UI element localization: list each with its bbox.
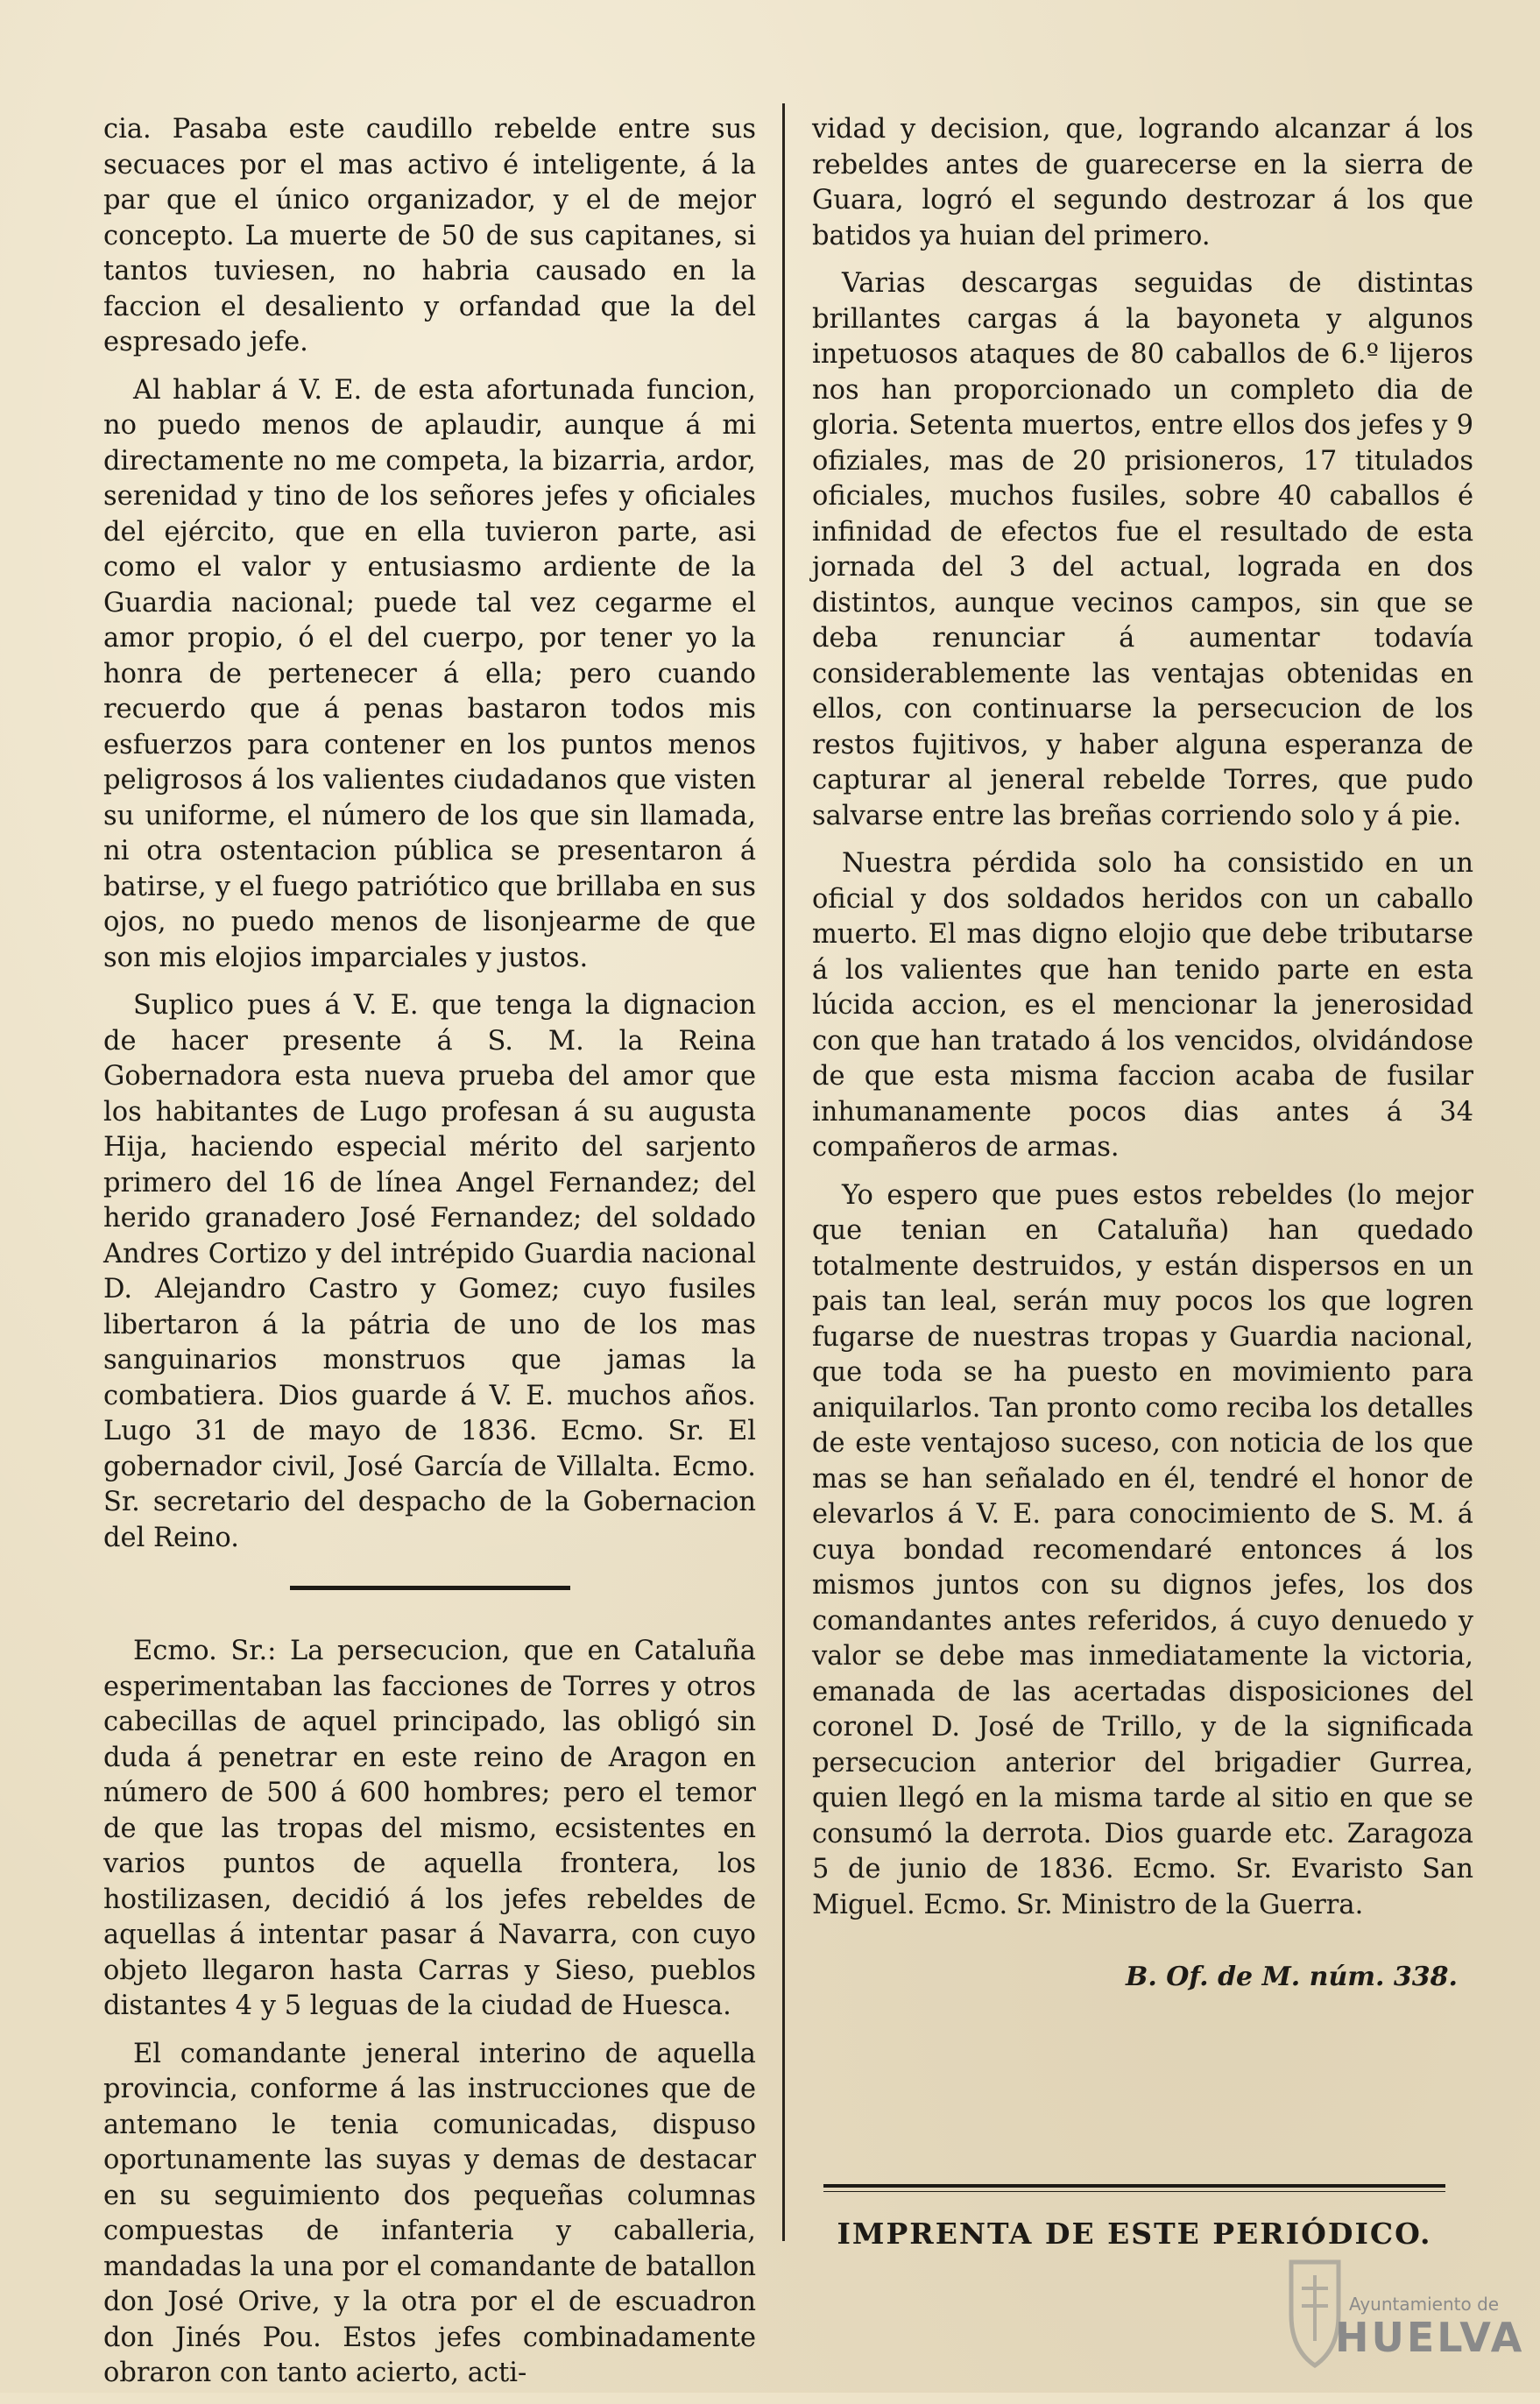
- source-signature: B. Of. de M. núm. 338.: [1125, 1962, 1458, 1992]
- paragraph: Nuestra pérdida solo ha consistido en un oficial y dos soldados heridos con un caballo muerto. El mas digno elojio que debe tributarse á los valientes que han tenido parte en esta lúcida accion, es el mencionar la jenerosidad con que han tratado á los vencidos, olvidándose de que esta misma faccion acaba de fusilar inhumanamente pocos dias antes á 34 compañeros de armas.: [812, 848, 1473, 1163]
- right-column: [812, 112, 1473, 1992]
- watermark-line-1: Ayuntamiento de: [1349, 2294, 1500, 2315]
- watermark-line-2: HUELVA: [1335, 2314, 1525, 2361]
- left-column: [103, 112, 756, 2404]
- imprint-line: IMPRENTA DE ESTE PERIÓDICO.: [837, 2217, 1432, 2251]
- paragraph: El comandante jeneral interino de aquella provincia, conforme á las instrucciones que de antemano le tenia comunicadas, dispuso oportunamente las suyas y demas de destacar en su seguimiento dos pequeñas columnas compuestas de infanteria y caballeria, mandadas la una por el comandante de batallon don José Orive, y la otra por el de escuadron don Jinés Pou. Estos jefes combinadamente obraron con tanto acierto, acti-: [103, 2038, 756, 2388]
- paragraph: Al hablar á V. E. de esta afortunada funcion, no puedo menos de aplaudir, aunque á mi directamente no me competa, la bizarria, ardor, serenidad y tino de los señores jefes y oficiales del ejército, que en ella tuvieron parte, asi como el valor y entusiasmo ardiente de la Guardia nacional; puede tal vez cegarme el amor propio, ó el del cuerpo, por tener yo la honra de pertenecer á ella; pero cuando recuerdo que á penas bastaron todos mis esfuerzos para contener en los puntos menos peligrosos á los valientes ciudadanos que visten su uniforme, el número de los que sin llamada, ni otra ostentacion pública se presentaron á batirse, y el fuego patriótico que brillaba en sus ojos, no puedo menos de lisonjearme de que son mis elojios imparciales y justos.: [103, 374, 756, 973]
- paragraph: Suplico pues á V. E. que tenga la dignacion de hacer presente á S. M. la Reina Gobernadora esta nueva prueba del amor que los habitantes de Lugo profesan á su augusta Hija, haciendo especial mérito del sarjento primero del 16 de línea Angel Fernandez; del herido granadero José Fernandez; del soldado Andres Cortizo y del intrépido Guardia nacional D. Alejandro Castro y Gomez; cuyo fusiles libertaron á la pátria de uno de los mas sanguinarios monstruos que jamas la combatiera. Dios guarde á V. E. muchos años. Lugo 31 de mayo de 1836. Ecmo. Sr. El gobernador civil, José García de Villalta. Ecmo. Sr. secretario del despacho de la Gobernacion del Reino.: [103, 990, 756, 1553]
- paragraph: vidad y decision, que, logrando alcanzar á los rebeldes antes de guarecerse en la sierra de Guara, logró el segundo destrozar á los que batidos ya huian del primero.: [812, 114, 1473, 251]
- footer-rule: [823, 2184, 1445, 2188]
- footer-rule-thin: [823, 2191, 1445, 2192]
- paragraph: Varias descargas seguidas de distintas brillantes cargas á la bayoneta y algunos inpetuosos ataques de 80 caballos de 6.º lijeros nos han proporcionado un completo dia de gloria. Setenta muertos, entre ellos dos jefes y 9 ofiziales, mas de 20 prisioneros, 17 titulados oficiales, muchos fusiles, sobre 40 caballos é infinidad de efectos fue el resultado de esta jornada del 3 del actual, lograda en dos distintos, aunque vecinos campos, sin que se deba renunciar á aumentar todavía considerablemente las ventajas obtenidas en ellos, con continuarse la persecucion de los restos fujitivos, y haber alguna esperanza de capturar al jeneral rebelde Torres, que pudo salvarse entre las breñas corriendo solo y á pie.: [812, 268, 1473, 831]
- paragraph: cia. Pasaba este caudillo rebelde entre sus secuaces por el mas activo é inteligente, á la par que el único organizador, y el de mejor concepto. La muerte de 50 de sus capitanes, si tantos tuviesen, no habria causado en la faccion el desaliento y orfandad que la del espresado jefe.: [103, 114, 756, 357]
- paragraph: Ecmo. Sr.: La persecucion, que en Cataluña esperimentaban las facciones de Torres y otros cabecillas de aquel principado, las obligó sin duda á penetrar en este reino de Aragon en número de 500 á 600 hombres; pero el temor de que las tropas del mismo, ecsistentes en varios puntos de aquella frontera, los hostilizasen, decidió á los jefes rebeldes de aquellas á intentar pasar á Navarra, con cuyo objeto llegaron hasta Carras y Sieso, pueblos distantes 4 y 5 leguas de la ciudad de Huesca.: [103, 1636, 756, 2021]
- section-divider: [290, 1586, 570, 1590]
- column-divider: [782, 103, 785, 2241]
- paragraph: Yo espero que pues estos rebeldes (lo mejor que tenian en Cataluña) han quedado totalmente destruidos, y están dispersos en un pais tan leal, serán muy pocos los que logren fugarse de nuestras tropas y Guardia nacional, que toda se ha puesto en movimiento para aniquilarlos. Tan pronto como reciba los detalles de este ventajoso suceso, con noticia de los que mas se han señalado en él, tendré el honor de elevarlos á V. E. para conocimiento de S. M. á cuya bondad recomendaré entonces á los mismos juntos con su dignos jefes, los dos comandantes antes referidos, á cuyo denuedo y valor se debe mas inmediatamente la victoria, emanada de las acertadas disposiciones del coronel D. José de Trillo, y de la significada persecucion anterior del brigadier Gurrea, quien llegó en la misma tarde al sitio en que se consumó la derrota. Dios guarde etc. Zaragoza 5 de junio de 1836. Ecmo. Sr. Evaristo San Miguel. Ecmo. Sr. Ministro de la Guerra.: [812, 1179, 1473, 1920]
